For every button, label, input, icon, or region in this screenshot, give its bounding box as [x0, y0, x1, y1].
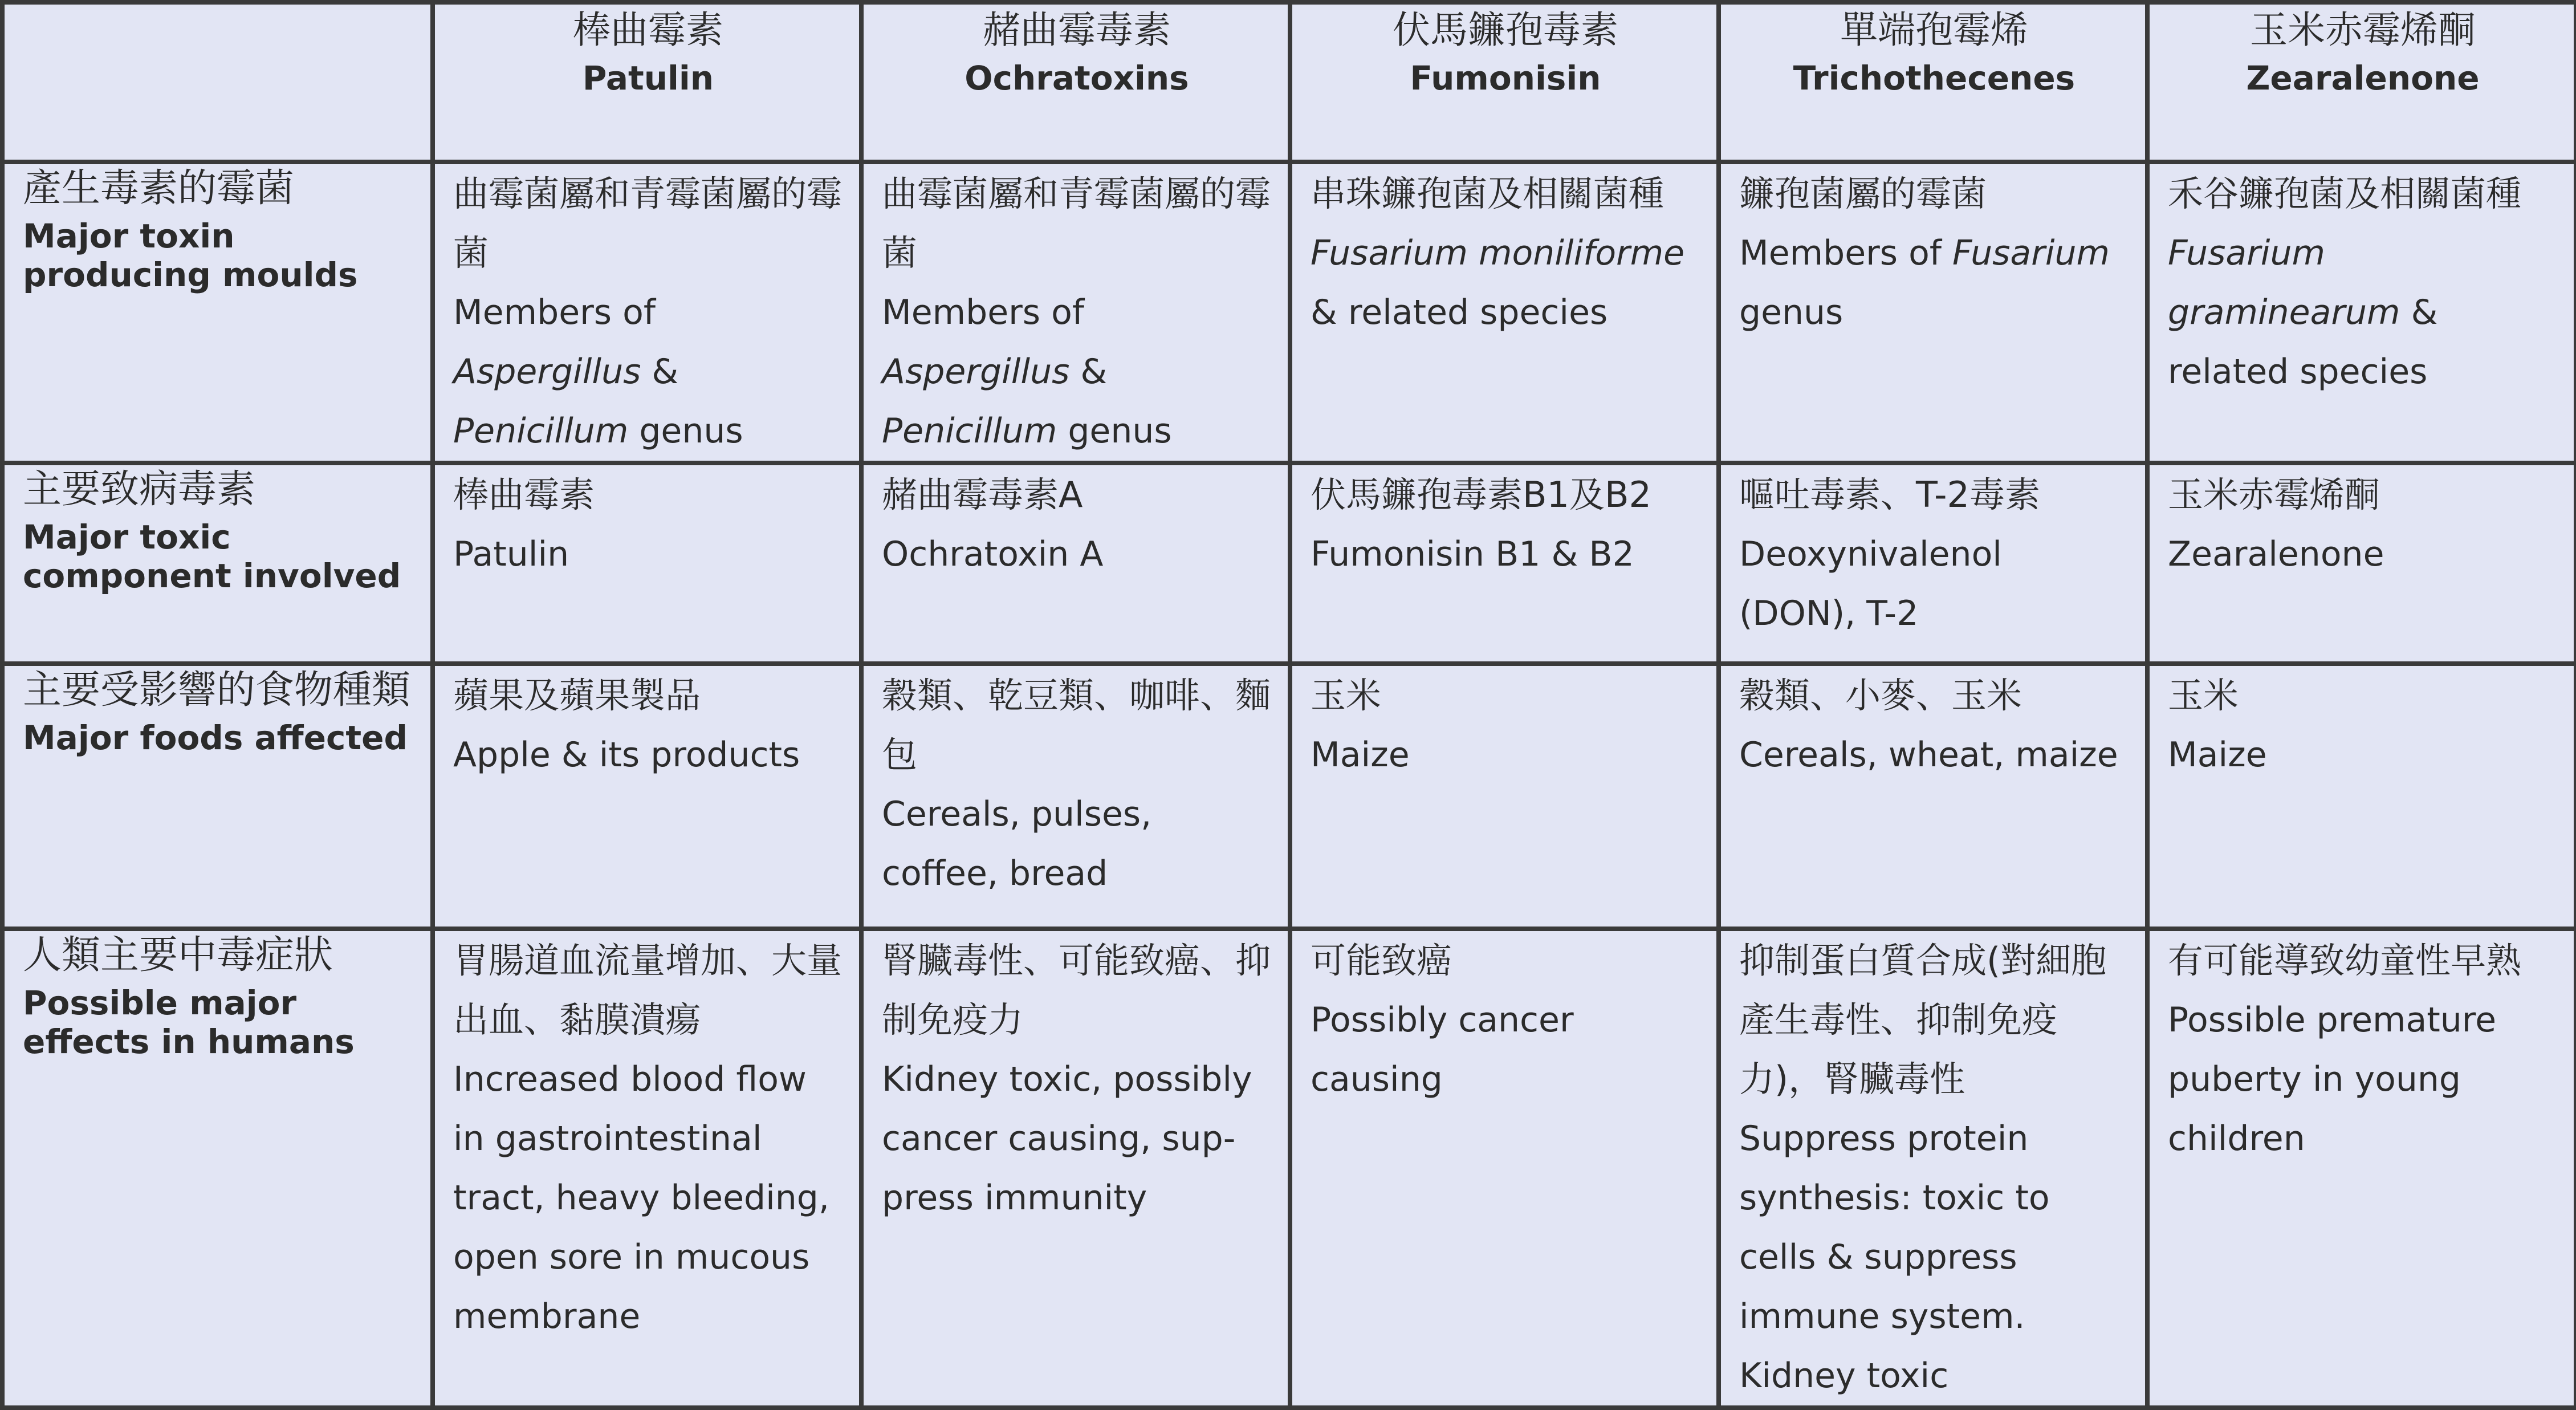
cell-component-zearalenone: [2147, 463, 2576, 664]
cell-en: Members of Aspergillus & Penicillum genus: [882, 292, 1172, 451]
cell-zh: 鐮孢菌屬的霉菌: [1739, 173, 1987, 214]
row-label-component: [2, 463, 433, 664]
cell-zh: 玉米赤霉烯酮: [2168, 474, 2380, 515]
row-label-en: Major foods affected: [23, 718, 408, 757]
row-label-en: Major toxic component involved: [23, 518, 401, 595]
cell-en: Apple & its products: [453, 735, 800, 775]
corner-cell: [2, 2, 433, 162]
row-effects: [2, 929, 2576, 1408]
cell-en: Possible premature puberty in young children: [2168, 1000, 2497, 1159]
cell-zh: 玉米: [2168, 674, 2239, 716]
cell-en: Fumonisin B1 & B2: [1311, 534, 1634, 574]
cell-en: Zearalenone: [2168, 534, 2384, 574]
col-header-ochratoxins: [861, 2, 1290, 162]
cell-en: Fusarium graminearum & related species: [2168, 233, 2438, 392]
col-header-en: Fumonisin: [1410, 59, 1601, 97]
col-header-zearalenone: [2147, 2, 2576, 162]
cell-en: Maize: [1311, 735, 1410, 775]
cell-en: Cereals, pulses, coffee, bread: [882, 794, 1152, 893]
col-header-en: Trichothecenes: [1793, 59, 2076, 97]
col-header-zh: 伏馬鐮孢毒素: [1393, 8, 1618, 52]
col-header-en: Patulin: [582, 59, 714, 97]
cell-effects-trichothecenes: [1719, 929, 2147, 1408]
col-header-en: Zearalenone: [2246, 59, 2480, 97]
cell-zh: 胃腸道血流量增加、大量出血、黏膜潰瘍: [453, 940, 843, 1041]
cell-zh: 腎臟毒性、可能致癌、抑制免疫力: [882, 940, 1271, 1041]
cell-en: Increased blood flow in gastrointestinal tract, heavy bleeding, open sore in mucous membrane: [453, 1059, 829, 1336]
row-component: [2, 463, 2576, 664]
cell-component-ochratoxins: [861, 463, 1290, 664]
cell-moulds-ochratoxins: [861, 162, 1290, 463]
cell-en: Kidney toxic, possibly cancer causing, sup-press immunity: [882, 1059, 1252, 1218]
cell-component-patulin: [433, 463, 861, 664]
col-header-fumonisin: [1290, 2, 1719, 162]
col-header-en: Ochratoxins: [965, 59, 1189, 97]
cell-effects-zearalenone: [2147, 929, 2576, 1408]
row-label-zh: 產生毒素的霉菌: [23, 166, 295, 211]
cell-zh: 串珠鐮孢菌及相關菌種: [1311, 173, 1665, 214]
col-header-patulin: [433, 2, 861, 162]
row-label-moulds: [2, 162, 433, 463]
cell-effects-ochratoxins: [861, 929, 1290, 1408]
cell-foods-zearalenone: [2147, 664, 2576, 929]
cell-zh: 伏馬鐮孢毒素B1及B2: [1311, 474, 1651, 515]
header-row: [2, 2, 2576, 162]
cell-zh: 曲霉菌屬和青霉菌屬的霉菌: [882, 173, 1271, 274]
cell-zh: 禾谷鐮孢菌及相關菌種: [2168, 173, 2522, 214]
col-header-zh: 赭曲霉毒素: [983, 8, 1171, 52]
cell-moulds-fumonisin: [1290, 162, 1719, 463]
row-label-effects: [2, 929, 433, 1408]
cell-en: Ochratoxin A: [882, 534, 1104, 574]
row-label-en: Possible major effects in humans: [23, 984, 355, 1061]
cell-moulds-trichothecenes: [1719, 162, 2147, 463]
cell-zh: 棒曲霉素: [453, 474, 595, 515]
row-label-zh: 人類主要中毒症狀: [23, 933, 333, 978]
cell-en: Fusarium moniliforme & related species: [1311, 233, 1685, 332]
cell-en: Suppress protein synthesis: toxic to cells & suppress immune system. Kidney toxic: [1739, 1119, 2050, 1396]
cell-zh: 曲霉菌屬和青霉菌屬的霉菌: [453, 173, 843, 274]
cell-zh: 穀類、小麥、玉米: [1739, 674, 2022, 716]
cell-en: Members of Fusarium genus: [1739, 233, 2110, 332]
col-header-zh: 棒曲霉素: [573, 8, 723, 52]
col-header-trichothecenes: [1719, 2, 2147, 162]
cell-zh: 玉米: [1311, 674, 1382, 716]
cell-en: Maize: [2168, 735, 2267, 775]
col-header-zh: 單端孢霉烯: [1840, 8, 2028, 52]
cell-moulds-patulin: [433, 162, 861, 463]
row-moulds: [2, 162, 2576, 463]
cell-zh: 赭曲霉毒素A: [882, 474, 1083, 515]
cell-zh: 可能致癌: [1311, 940, 1452, 981]
row-label-en: Major toxin producing moulds: [23, 217, 358, 294]
cell-zh: 穀類、乾豆類、咖啡、麵包: [882, 674, 1271, 775]
cell-foods-ochratoxins: [861, 664, 1290, 929]
cell-en: Patulin: [453, 534, 569, 574]
cell-foods-fumonisin: [1290, 664, 1719, 929]
cell-zh: 有可能導致幼童性早熟: [2168, 940, 2522, 981]
cell-zh: 抑制蛋白質合成(對細胞產生毒性、抑制免疫力)，腎臟毒性: [1739, 940, 2107, 1100]
cell-en: Members of Aspergillus & Penicillum genus: [453, 292, 743, 451]
row-foods: [2, 664, 2576, 929]
cell-moulds-zearalenone: [2147, 162, 2576, 463]
cell-effects-fumonisin: [1290, 929, 1719, 1408]
cell-en: Possibly cancer causing: [1311, 1000, 1574, 1099]
cell-foods-trichothecenes: [1719, 664, 2147, 929]
col-header-zh: 玉米赤霉烯酮: [2250, 8, 2476, 52]
row-label-zh: 主要受影響的食物種類: [23, 668, 411, 713]
cell-en: Cereals, wheat, maize: [1739, 735, 2118, 775]
cell-component-fumonisin: [1290, 463, 1719, 664]
row-label-zh: 主要致病毒素: [23, 467, 256, 512]
row-label-foods: [2, 664, 433, 929]
cell-zh: 蘋果及蘋果製品: [453, 674, 701, 716]
cell-foods-patulin: [433, 664, 861, 929]
cell-en: Deoxynivalenol (DON), T-2: [1739, 534, 2002, 633]
cell-component-trichothecenes: [1719, 463, 2147, 664]
cell-zh: 嘔吐毒素、T-2毒素: [1739, 474, 2040, 515]
cell-effects-patulin: [433, 929, 861, 1408]
